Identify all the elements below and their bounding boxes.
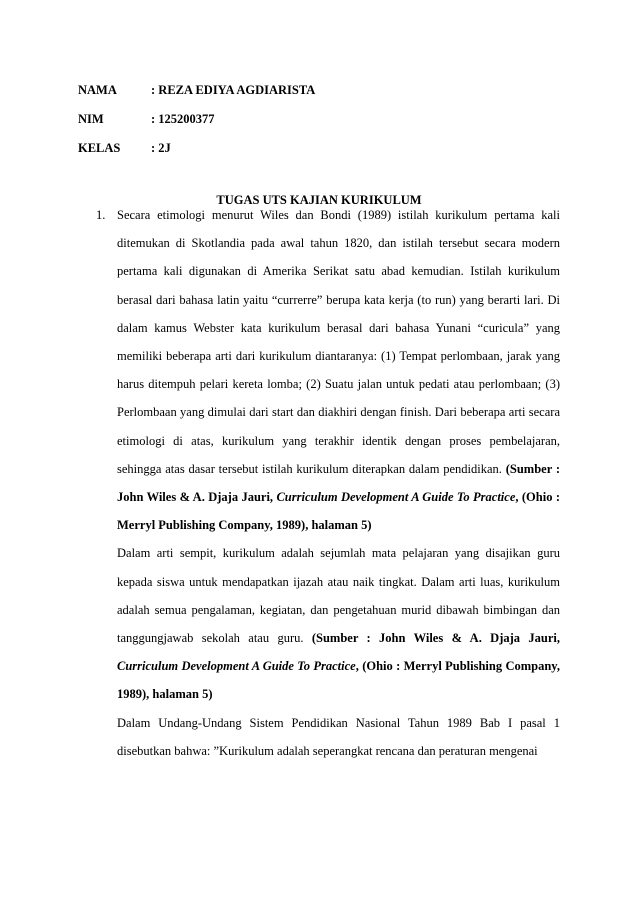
paragraph-1-source-suffix: , (Ohio : Merryl Publishing Company, 1989), halaman 5) <box>117 490 560 533</box>
kelas-label: KELAS <box>78 141 121 155</box>
nama-label: NAMA <box>78 83 117 97</box>
paragraph-2 <box>117 539 560 708</box>
kelas-value: : 2J <box>151 141 171 155</box>
nim-value: : 125200377 <box>151 112 215 126</box>
list-item-body <box>117 201 560 765</box>
nim-label: NIM <box>78 112 104 126</box>
list-item-number: 1. <box>96 208 106 222</box>
paragraph-2-source-suffix: , (Ohio : Merryl Publishing Company, 1989), halaman 5) <box>117 659 560 702</box>
paragraph-1-text: Secara etimologi menurut Wiles dan Bondi (1989) istilah kurikulum pertama kali ditemukan di Skotlandia pada awal tahun 1820, dan istilah tersebut secara modern pertama kali digunakan di Amerika Serikat satu abad kemudian. Istilah kurikulum berasal dari bahasa latin yaitu “currerre” berupa kata kerja (to run) yang berarti lari. Di dalam kamus Webster kata kurikulum berasal dari bahasa Yunani “curicula” yang memiliki beberapa arti dari kurikulum diantaranya: (1) Tempat perlombaan, jarak yang harus ditempuh pelari kereta lomba; (2) Suatu jalan untuk pedati atau perlombaan; (3) Perlombaan yang dimulai dari start dan diakhiri dengan finish. Dari beberapa arti secara etimologi di atas, kurikulum yang terakhir identik dengan proses pembelajaran, sehingga atas dasar tersebut istilah kurikulum diterapkan dalam pendidikan. <box>117 208 560 476</box>
paragraph-1-source-prefix: (Sumber : John Wiles & A. Djaja Jauri, <box>117 461 560 505</box>
page-title: TUGAS UTS KAJIAN KURIKULUM <box>216 193 422 207</box>
paragraph-1 <box>117 201 560 539</box>
paragraph-1-source-book: Curriculum Development A Guide To Practice <box>276 490 516 505</box>
paragraph-2-source-prefix: (Sumber : John Wiles & A. Djaja Jauri, <box>311 631 560 646</box>
paragraph-3 <box>117 709 560 765</box>
paragraph-3-text: Dalam Undang-Undang Sistem Pendidikan Nasional Tahun 1989 Bab I pasal 1 disebutkan bahwa: ”Kurikulum adalah seperangkat rencana dan peraturan mengenai <box>117 715 560 758</box>
nama-value: : REZA EDIYA AGDIARISTA <box>151 83 316 97</box>
paragraph-2-text: Dalam arti sempit, kurikulum adalah sejumlah mata pelajaran yang disajikan guru kepada siswa untuk mendapatkan ijazah atau naik tingkat. Dalam arti luas, kurikulum adalah semua pengalaman, kegiatan, dan pengetahuan murid dibawah bimbingan dan tanggungjawab sekolah atau guru. <box>117 546 560 646</box>
paragraph-2-source-book: Curriculum Development A Guide To Practice <box>117 659 356 674</box>
